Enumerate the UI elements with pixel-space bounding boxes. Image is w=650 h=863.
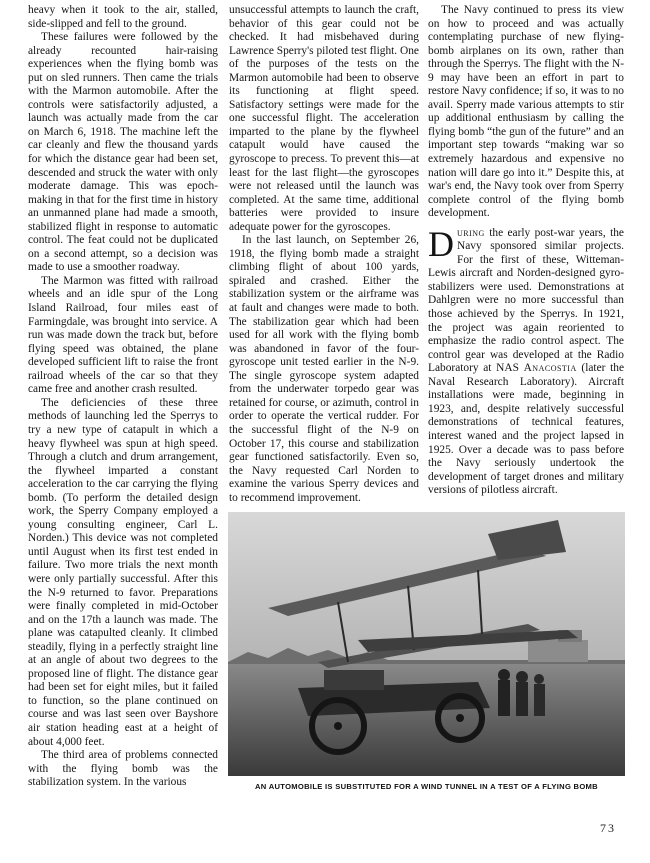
drop-cap: D [428, 223, 454, 264]
paragraph: heavy when it took to the air, stalled, side-slipped and fell to the ground. [28, 4, 218, 30]
photo-caption: AN AUTOMOBILE IS SUBSTITUTED FOR A WIND TUNNEL IN A TEST OF A FLYING BOMB [255, 782, 598, 791]
photo-illustration [228, 512, 625, 776]
text-column-2 [229, 4, 419, 514]
page-number: 73 [600, 821, 616, 835]
paragraph: The Navy continued to press its view on how to proceed and was actually contemplating purchase of new flying-bomb airplanes on its own, rather than through the Sperrys. The flight with the N-9 may have been an effort in part to restore Navy confidence; if so, it was to no avail. Sperry made various attempts to stir up additional enthusiasm by calling the flying bomb “the gun of the future” and an important step towards “making war so extremely hazardous and expensive no nation will dare go into it.” Despite this, at war's end, the Navy took over from Sperry complete control of the flying bomb development. [428, 4, 624, 220]
historical-photo [228, 512, 625, 776]
small-caps-text: uring [457, 226, 485, 239]
paragraph: In the last launch, on September 26, 1918, the flying bomb made a straight climbing flight of about 100 yards, spiraled and crashed. Either the stabilization system or the airframe was at fault and changes were made to both. The stabilization gear which had been used for all work with the flying bomb was abandoned in favor of the four-gyroscope unit tested earlier in the N-9. The single gyroscope system adapted from the underwater torpedo gear was retained for course, or azimuth, control in order to operate the vertical rudder. For the successful flight of the N-9 on October 17, this course and stabilization gear functioned satisfactorily. Even so, the Navy requested Carl Norden to examine the various Sperry devices and to recommend improvement. [229, 234, 419, 504]
text-column-3 [428, 4, 624, 514]
paragraph [428, 223, 624, 498]
paragraph: These failures were followed by the already recounted hair-raising experiences when the flying bomb was put on sled runners. Then came the trials with the Marmon automobile. After the controls were satisfactorily adjusted, a launch was actually made from the car on March 6, 1918. The machine left the car cleanly and flew the thousand yards for which the distance gear had been set, descended and struck the water with only moderate damage. This was epoch-making in that for the first time in history an unmanned plane had made a smooth, stabilized flight in response to automatic control. The feat could not be duplicated on a second attempt, so a decision was made to use a smoother roadway. [28, 31, 218, 274]
paragraph-text: (later the Naval Research Laboratory). Aircraft installations were made, beginning in 1923, and, despite relatively successful demonstrations of technical features, interest waned and the project lapsed in 1925. Over a decade was to pass before the Navy seriously undertook the development of target drones and military versions of pilotless aircraft. [428, 362, 624, 497]
paragraph: unsuccessful attempts to launch the craft, behavior of this gear could not be checked. It had misbehaved during Lawrence Sperry's piloted test flight. One of the purposes of the tests on the Marmon automobile had been to observe its functioning at flight speed. Satisfactory settings were made for the one successful flight. The acceleration imparted to the plane by the flywheel catapult would have caused the gyroscope to precess. To prevent this—at least for the last flight—the gyroscopes were not released until the launch was completed. At the same time, additional batteries were provided to insure adequate power for the gyroscopes. [229, 4, 419, 233]
paragraph: The deficiencies of these three methods of launching led the Sperrys to try a new type of catapult in which a heavy flywheel was spun at high speed. Through a clutch and drum arrangement, the flywheel imparted a constant acceleration to the car carrying the flying bomb. (To perform the detailed design work, the Sperry Company employed a young consulting engineer, Carl L. Norden.) This device was not completed until August when its first test ended in failure. Two more trials the next month were only partially successful. After this the N-9 returned to favor. Preparations were finally completed in mid-October and on the 17th a launch was made. The plane was catapulted cleanly. It climbed steadily, flying in a perfectly straight line at an angle of about two degrees to the proposed line of flight. The distance gear had been set for eight miles, but it failed to function, so the plane continued on course and was last seen over Bayshore air station heading east at a height of about 4,000 feet. [28, 396, 218, 748]
paragraph: The third area of problems connected with the flying bomb was the stabilization system. In the various [28, 749, 218, 789]
paragraph: The Marmon was fitted with railroad wheels and an idle spur of the Long Island Railroad, four miles east of Farmingdale, was brought into service. A run was made down the track but, before flying speed was obtained, the plane developed sufficient lift to raise the front railroad wheels of the car so that they came free and another crash resulted. [28, 274, 218, 396]
small-caps-text: Anacostia [523, 362, 577, 375]
text-column-1 [28, 4, 218, 804]
paragraph-text: the early post-war years, the Navy sponsored similar projects. For the first of these, Witteman-Lewis aircraft and Norden-designed gyro-stabilizers were used. Demonstrations at Dahlgren were no more successful than those achieved by the Sperrys. In 1921, the project was again reoriented to emphasize the radio control aspect. The control gear was developed at the Radio Laboratory at NAS [428, 226, 624, 375]
